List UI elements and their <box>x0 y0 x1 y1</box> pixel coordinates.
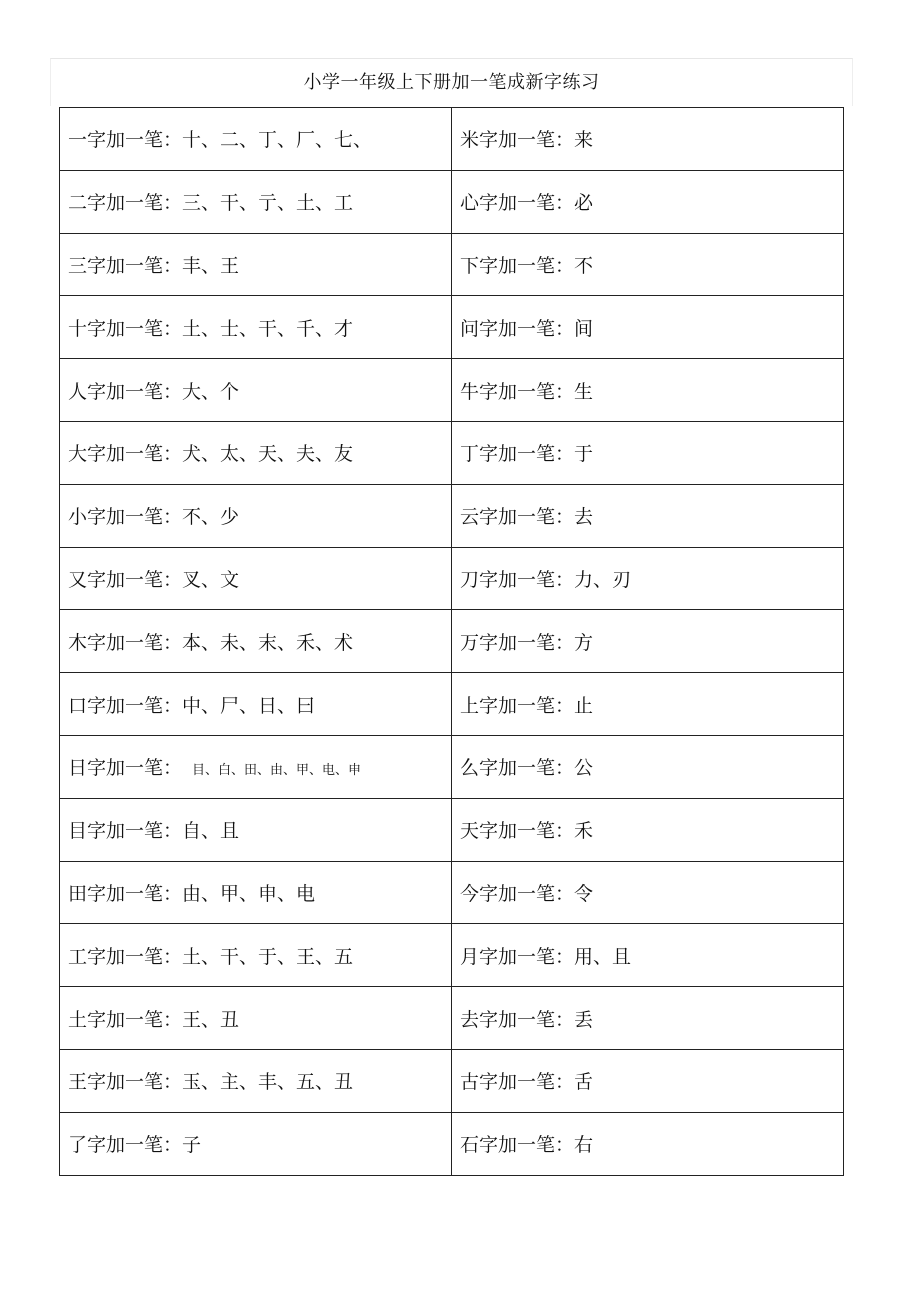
exercise-answers: 由、甲、申、电 <box>182 882 316 905</box>
exercise-prompt: 刀字加一笔： <box>460 568 575 591</box>
table-cell-right <box>452 296 844 359</box>
exercise-answers: 生 <box>574 380 594 403</box>
table-row <box>60 987 844 1050</box>
exercise-prompt: 石字加一笔： <box>460 1134 575 1157</box>
table-row <box>60 484 844 547</box>
exercise-answers: 本、未、末、禾、术 <box>182 631 354 654</box>
exercise-answers: 必 <box>574 192 594 215</box>
exercise-answers: 力、刃 <box>574 568 632 591</box>
exercise-answers: 不 <box>574 254 594 277</box>
exercise-prompt: 王字加一笔： <box>68 1071 183 1094</box>
exercise-prompt: 古字加一笔： <box>460 1071 575 1094</box>
table-row <box>60 798 844 861</box>
table-cell-left <box>60 735 452 798</box>
table-row <box>60 170 844 233</box>
exercise-prompt: 十字加一笔： <box>68 317 183 340</box>
exercise-prompt: 田字加一笔： <box>68 882 183 905</box>
document-title: 小学一年级上下册加一笔成新字练习 <box>303 72 600 93</box>
exercise-answers: 土、干、于、王、五 <box>182 945 354 968</box>
table-cell-right <box>452 673 844 736</box>
exercise-prompt: 又字加一笔： <box>68 568 183 591</box>
exercise-prompt: 工字加一笔： <box>68 945 183 968</box>
exercise-prompt: 土字加一笔： <box>68 1008 183 1031</box>
table-cell-left <box>60 170 452 233</box>
table-cell-right <box>452 987 844 1050</box>
exercise-prompt: 今字加一笔： <box>460 882 575 905</box>
exercise-prompt: 日字加一笔： <box>68 757 183 780</box>
table-cell-right <box>452 108 844 171</box>
exercise-answers: 止 <box>574 694 594 717</box>
exercise-answers: 不、少 <box>182 506 240 529</box>
exercise-answers: 来 <box>574 129 594 152</box>
exercise-answers: 去 <box>574 506 594 529</box>
table-row <box>60 421 844 484</box>
exercise-prompt: 二字加一笔： <box>68 192 183 215</box>
table-cell-left <box>60 924 452 987</box>
exercise-prompt: 一字加一笔： <box>68 129 183 152</box>
practice-table <box>59 107 844 1176</box>
table-cell-left <box>60 861 452 924</box>
exercise-prompt: 上字加一笔： <box>460 694 575 717</box>
exercise-answers: 玉、主、丰、五、丑 <box>182 1071 354 1094</box>
table-row <box>60 547 844 610</box>
table-cell-left <box>60 484 452 547</box>
table-cell-right <box>452 484 844 547</box>
table-cell-left <box>60 1112 452 1175</box>
exercise-answers: 犬、太、天、夫、友 <box>182 443 354 466</box>
exercise-prompt: 目字加一笔： <box>68 820 183 843</box>
table-cell-left <box>60 798 452 861</box>
exercise-prompt: 么字加一笔： <box>460 757 575 780</box>
table-cell-left <box>60 108 452 171</box>
table-cell-right <box>452 924 844 987</box>
table-cell-right <box>452 798 844 861</box>
exercise-answers: 于 <box>574 443 594 466</box>
table-row <box>60 735 844 798</box>
exercise-answers: 令 <box>574 882 594 905</box>
exercise-answers: 方 <box>574 631 594 654</box>
table-row <box>60 610 844 673</box>
exercise-prompt: 三字加一笔： <box>68 254 183 277</box>
table-row <box>60 1049 844 1112</box>
exercise-answers: 间 <box>574 317 594 340</box>
exercise-prompt: 下字加一笔： <box>460 254 575 277</box>
table-row <box>60 924 844 987</box>
exercise-answers: 土、士、干、千、才 <box>182 317 354 340</box>
table-row <box>60 359 844 422</box>
table-cell-left <box>60 547 452 610</box>
table-cell-left <box>60 233 452 296</box>
exercise-prompt: 天字加一笔： <box>460 820 575 843</box>
table-row <box>60 673 844 736</box>
table-row <box>60 108 844 171</box>
exercise-answers: 王、丑 <box>182 1008 240 1031</box>
exercise-prompt: 木字加一笔： <box>68 631 183 654</box>
exercise-prompt: 丁字加一笔： <box>460 443 575 466</box>
exercise-answers: 丢 <box>574 1008 594 1031</box>
table-row <box>60 233 844 296</box>
exercise-answers: 叉、文 <box>182 568 240 591</box>
table-cell-right <box>452 1112 844 1175</box>
table-cell-right <box>452 547 844 610</box>
exercise-prompt: 云字加一笔： <box>460 506 575 529</box>
exercise-answers: 右 <box>574 1134 594 1157</box>
exercise-answers: 自、且 <box>182 820 240 843</box>
exercise-prompt: 小字加一笔： <box>68 506 183 529</box>
exercise-prompt: 问字加一笔： <box>460 317 575 340</box>
exercise-prompt: 万字加一笔： <box>460 631 575 654</box>
exercise-prompt: 米字加一笔： <box>460 129 575 152</box>
table-cell-right <box>452 861 844 924</box>
exercise-answers: 三、干、亍、土、工 <box>182 192 354 215</box>
table-cell-left <box>60 987 452 1050</box>
exercise-prompt: 牛字加一笔： <box>460 380 575 403</box>
table-cell-right <box>452 735 844 798</box>
table-cell-right <box>452 610 844 673</box>
exercise-answers: 大、个 <box>182 380 240 403</box>
exercise-answers: 公 <box>574 757 594 780</box>
exercise-answers: 十、二、丁、厂、七、 <box>182 129 373 152</box>
exercise-answers: 用、且 <box>574 945 632 968</box>
document-header <box>50 58 853 106</box>
table-cell-right <box>452 421 844 484</box>
table-cell-right <box>452 1049 844 1112</box>
practice-table-body <box>60 108 844 1176</box>
exercise-answers: 目、白、田、由、甲、电、申 <box>192 763 362 779</box>
exercise-prompt: 去字加一笔： <box>460 1008 575 1031</box>
exercise-answers: 禾 <box>574 820 594 843</box>
exercise-prompt: 了字加一笔： <box>68 1134 183 1157</box>
table-row <box>60 296 844 359</box>
exercise-prompt: 口字加一笔： <box>68 694 183 717</box>
exercise-prompt: 大字加一笔： <box>68 443 183 466</box>
exercise-answers: 丰、王 <box>182 254 240 277</box>
table-cell-left <box>60 673 452 736</box>
exercise-answers: 子 <box>182 1134 202 1157</box>
exercise-prompt: 心字加一笔： <box>460 192 575 215</box>
table-row <box>60 1112 844 1175</box>
table-cell-left <box>60 359 452 422</box>
table-cell-right <box>452 170 844 233</box>
table-cell-left <box>60 610 452 673</box>
exercise-answers: 中、尸、日、曰 <box>182 694 316 717</box>
table-cell-right <box>452 233 844 296</box>
table-cell-left <box>60 1049 452 1112</box>
table-row <box>60 861 844 924</box>
table-cell-left <box>60 421 452 484</box>
exercise-answers: 舌 <box>574 1071 594 1094</box>
table-cell-right <box>452 359 844 422</box>
exercise-prompt: 人字加一笔： <box>68 380 183 403</box>
exercise-prompt: 月字加一笔： <box>460 945 575 968</box>
table-cell-left <box>60 296 452 359</box>
